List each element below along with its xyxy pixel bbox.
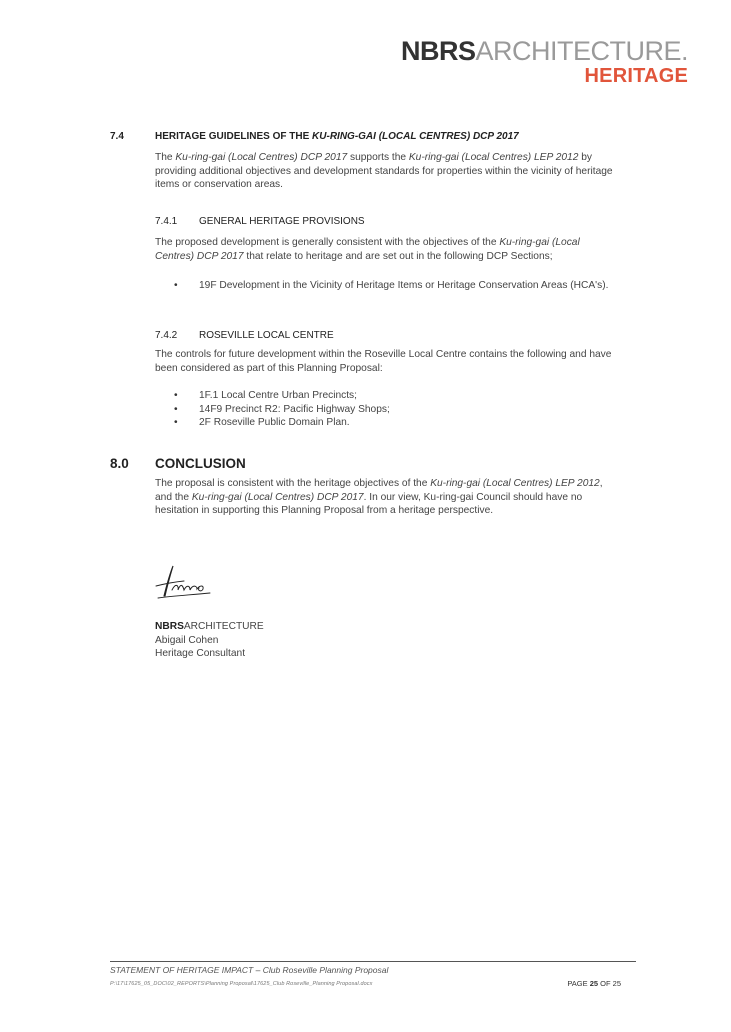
- page-prefix: PAGE: [567, 979, 590, 988]
- footer-page-number: [567, 979, 621, 988]
- section-7-4-1-number: 7.4.1: [155, 216, 178, 227]
- italic-run: Ku-ring-gai (Local Centres) LEP 2012: [408, 152, 579, 163]
- logo-nbrs: NBRS: [400, 36, 476, 66]
- text-run: The proposed development is generally consistent with the objectives of the: [155, 237, 500, 248]
- italic-run: Ku-ring-gai (Local Centres) LEP 2012: [430, 478, 600, 489]
- section-7-4-paragraph: [155, 151, 621, 192]
- signatory-role: Heritage Consultant: [155, 648, 246, 659]
- signature-block: [155, 620, 264, 661]
- page-separator: OF: [598, 979, 613, 988]
- page-current: 25: [589, 979, 599, 988]
- section-8-0-number: 8.0: [110, 456, 129, 471]
- page-total: 25: [612, 979, 621, 988]
- italic-run: Ku-ring-gai (Local Centres) DCP 2017: [191, 491, 364, 503]
- section-8-0-title: CONCLUSION: [155, 456, 246, 471]
- firm-bold: NBRS: [155, 621, 184, 632]
- text-run: . In our view, Ku-ring-gai Council should have no hesitation in supporting this Planning Proposal from a heritage perspective.: [155, 491, 583, 516]
- italic-run: Ku-ring-gai (Local Centres) DCP 2017: [155, 237, 580, 262]
- list-item: • 14F9 Precinct R2: Pacific Highway Shops;: [172, 403, 622, 417]
- section-7-4-2-paragraph: The controls for future development within the Roseville Local Centre contains the following and have been considered as part of this Planning Proposal:: [155, 349, 612, 374]
- text-run: , and the: [155, 478, 603, 503]
- italic-run: Ku-ring-gai (Local Centres) DCP 2017: [175, 152, 348, 163]
- logo-heritage: HERITAGE: [584, 65, 688, 87]
- text-run: by providing additional objectives and development standards for properties within the vicinity of heritage items or conservation areas.: [155, 152, 613, 190]
- text-run: that relate to heritage and are set out in the following DCP Sections;: [243, 250, 553, 262]
- signatory-firm: [155, 620, 264, 634]
- section-7-4-title-prefix: HERITAGE GUIDELINES OF THE: [155, 131, 313, 142]
- section-8-0-paragraph: [155, 477, 621, 518]
- firm-rest: ARCHITECTURE: [183, 621, 264, 632]
- logo-architecture: ARCHITECTURE.: [475, 36, 688, 66]
- logo-wordmark: [401, 38, 688, 65]
- footer-document-title: STATEMENT OF HERITAGE IMPACT – Club Roseville Planning Proposal: [110, 965, 389, 975]
- footer-divider: [110, 961, 636, 962]
- section-7-4-number: 7.4: [110, 131, 124, 142]
- handwritten-signature-icon: [150, 560, 222, 602]
- section-7-4-1-bullets: [172, 279, 622, 293]
- signatory-name: Abigail Cohen: [155, 634, 219, 646]
- list-item: • 1F.1 Local Centre Urban Precincts;: [172, 389, 622, 403]
- list-item: • 19F Development in the Vicinity of Heritage Items or Heritage Conservation Areas (HCA's).: [172, 279, 622, 293]
- section-7-4-title-italic: KU-RING-GAI (LOCAL CENTRES) DCP 2017: [312, 131, 519, 142]
- footer-file-path: P:\17\17625_05_DOC\02_REPORTS\Planning Proposal\17625_Club Roseville_Planning Proposal.docx: [110, 981, 373, 987]
- nbrs-logo: [401, 38, 688, 86]
- section-7-4-1-paragraph: [155, 236, 621, 263]
- section-7-4-title: [155, 131, 519, 142]
- text-run: supports the: [347, 152, 409, 163]
- section-7-4-2-title: ROSEVILLE LOCAL CENTRE: [199, 330, 334, 341]
- section-7-4-2-number: 7.4.2: [155, 330, 178, 341]
- text-run: The: [155, 152, 176, 163]
- list-item: • 2F Roseville Public Domain Plan.: [172, 416, 622, 430]
- text-run: The proposal is consistent with the heritage objectives of the: [155, 478, 431, 489]
- section-7-4-2-bullets: [172, 389, 622, 430]
- section-7-4-1-title: GENERAL HERITAGE PROVISIONS: [199, 216, 365, 227]
